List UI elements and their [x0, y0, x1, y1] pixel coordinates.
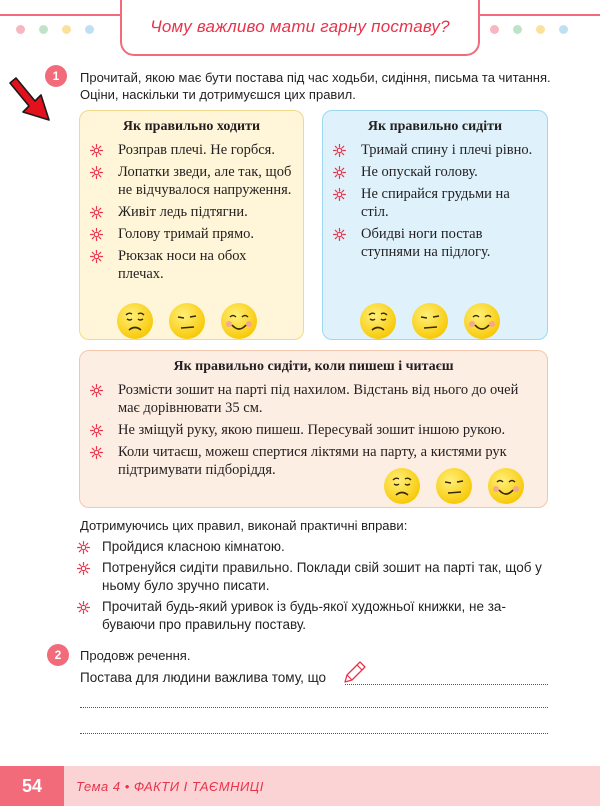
header-dots-left: [16, 25, 94, 35]
answer-line[interactable]: [80, 707, 548, 708]
sitting-title: Як правильно сидіти: [367, 119, 503, 134]
sun-bullet-icon: [333, 228, 346, 241]
task-number-1: 1: [45, 65, 67, 87]
title-box: [120, 0, 480, 56]
header-dot: [39, 25, 48, 34]
sun-bullet-icon: [90, 250, 103, 263]
footer-topic: Тема 4 • ФАКТИ І ТАЄМНИЦІ: [76, 779, 264, 794]
header-dot: [62, 25, 71, 34]
answer-line[interactable]: [345, 684, 548, 685]
list-item: Розправ плечі. Не горбся.: [90, 141, 293, 159]
neutral-face-icon[interactable]: [168, 302, 206, 340]
list-item: Потренуйся сидіти правильно. Поклади свій зошит на парті так, щоб у ньому було зручно писати.: [76, 559, 546, 595]
happy-face-icon[interactable]: [487, 467, 525, 505]
list-item: Не опускай голову.: [333, 163, 537, 181]
walking-title: Як правильно ходити: [122, 119, 261, 134]
sad-face-icon[interactable]: [359, 302, 397, 340]
sun-bullet-icon: [90, 446, 103, 459]
answer-line[interactable]: [80, 733, 548, 734]
list-item: Голову тримай прямо.: [90, 225, 293, 243]
list-item: Не зміщуй руку, якою пишеш. Пересувай зошит іншою рукою.: [90, 421, 530, 439]
sun-bullet-icon: [90, 228, 103, 241]
writing-title: Як правильно сидіти, коли пишеш і читаєш: [173, 359, 454, 374]
list-item: Пройдися класною кімнатою.: [76, 538, 546, 556]
sad-face-icon[interactable]: [116, 302, 154, 340]
sentence-start: Постава для людини важлива тому, що: [80, 670, 327, 685]
list-item: Рюкзак носи на обох плечах.: [90, 247, 293, 283]
header-dot: [536, 25, 545, 34]
sun-bullet-icon: [333, 166, 346, 179]
list-item: Коли читаєш, можеш спертися ліктями на парту, а кистями рук підтримувати підборіддя.: [90, 443, 530, 479]
header-dot: [559, 25, 568, 34]
neutral-face-icon[interactable]: [411, 302, 449, 340]
list-item: Розмісти зошит на парті під нахилом. Відстань від нього до очей має дорівнювати 35 см.: [90, 381, 530, 417]
header-dot: [490, 25, 499, 34]
sun-bullet-icon: [90, 424, 103, 437]
sitting-rules-list: [333, 141, 537, 261]
sun-bullet-icon: [90, 166, 103, 179]
happy-face-icon[interactable]: [220, 302, 258, 340]
list-item: Лопатки зведи, але так, щоб не відчувалося напруження.: [90, 163, 293, 199]
header-dots-right: [490, 25, 568, 35]
sun-bullet-icon: [77, 541, 90, 554]
happy-face-icon[interactable]: [463, 302, 501, 340]
header-dot: [16, 25, 25, 34]
sun-bullet-icon: [77, 601, 90, 614]
list-item: Не спирайся грудьми на стіл.: [333, 185, 537, 221]
task2-label: Продовж речення.: [80, 648, 191, 663]
pencil-icon: [341, 660, 367, 686]
header-dot: [85, 25, 94, 34]
sun-bullet-icon: [90, 144, 103, 157]
page-title: Чому важливо мати гарну поставу?: [150, 17, 450, 36]
list-item: Обидві ноги постав ступнями на підлогу.: [333, 225, 537, 261]
practice-list: [76, 538, 546, 637]
page-number: 54: [0, 766, 64, 806]
sun-bullet-icon: [90, 206, 103, 219]
task-number-2: 2: [47, 644, 69, 666]
walking-rating-faces: [116, 302, 258, 340]
writing-rating-faces: [383, 467, 525, 505]
header-line-left: [0, 14, 122, 16]
writing-rules-list: [90, 381, 537, 479]
sun-bullet-icon: [77, 562, 90, 575]
list-item: Живіт ледь підтягни.: [90, 203, 293, 221]
walking-rules-list: [90, 141, 293, 283]
sun-bullet-icon: [90, 384, 103, 397]
sad-face-icon[interactable]: [383, 467, 421, 505]
header-line-right: [478, 14, 600, 16]
sitting-rating-faces: [359, 302, 501, 340]
practice-intro: Дотримуючись цих правил, виконай практичні вправи:: [80, 518, 408, 533]
sun-bullet-icon: [333, 188, 346, 201]
task1-intro: Прочитай, якою має бути постава під час ходьби, сидіння, письма та читання. Оціни, наскільки ти дотримуєшся цих правил.: [80, 70, 551, 102]
sun-bullet-icon: [333, 144, 346, 157]
list-item: Тримай спину і плечі рівно.: [333, 141, 537, 159]
neutral-face-icon[interactable]: [435, 467, 473, 505]
list-item: Прочитай будь-який уривок із будь-якої художньої книжки, не забуваючи про правильну поставу.: [76, 598, 546, 634]
header-dot: [513, 25, 522, 34]
